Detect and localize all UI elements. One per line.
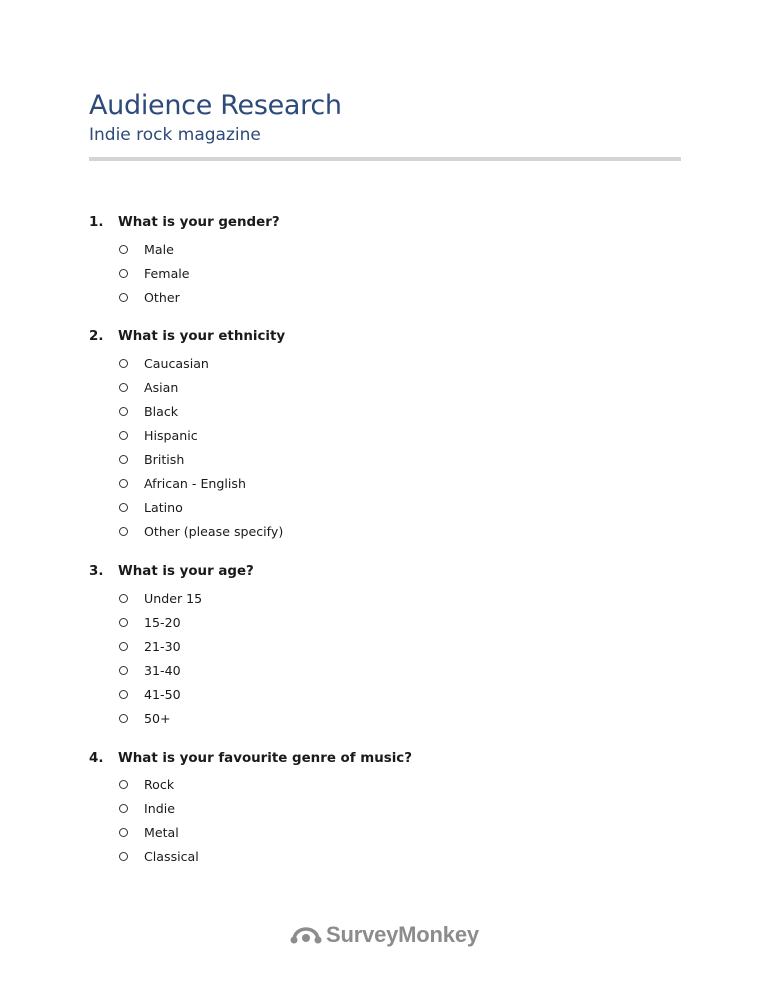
question-text: What is your age? — [118, 564, 254, 580]
option-other[interactable] — [118, 285, 689, 309]
option-label: Other — [144, 289, 180, 305]
option-label: Latino — [144, 500, 183, 516]
option-15-20[interactable] — [118, 610, 689, 634]
option-50-plus[interactable] — [118, 707, 689, 731]
question-text: What is your ethnicity — [118, 329, 286, 345]
option-other-specify[interactable] — [118, 520, 689, 544]
radio-button-icon[interactable] — [119, 503, 128, 512]
surveymonkey-logo-icon — [290, 924, 322, 946]
option-label: Female — [144, 265, 190, 281]
survey-header — [89, 88, 681, 146]
footer-brand-name: SurveyMonkey — [326, 922, 479, 947]
question-3 — [89, 561, 689, 731]
question-heading — [89, 561, 689, 583]
option-female[interactable] — [118, 261, 689, 285]
option-label: 21-30 — [144, 638, 181, 654]
radio-button-icon[interactable] — [119, 804, 128, 813]
option-label: Classical — [144, 849, 199, 865]
radio-button-icon[interactable] — [119, 359, 128, 368]
radio-button-icon[interactable] — [119, 455, 128, 464]
option-label: Asian — [144, 379, 179, 395]
option-label: Under 15 — [144, 590, 203, 606]
question-2 — [89, 326, 689, 544]
option-british[interactable] — [118, 448, 689, 472]
option-african-english[interactable] — [118, 472, 689, 496]
question-text: What is your gender? — [118, 215, 280, 230]
question-number: 2. — [89, 329, 104, 345]
option-21-30[interactable] — [118, 634, 689, 658]
option-label: Metal — [144, 825, 179, 841]
radio-button-icon[interactable] — [119, 431, 128, 440]
option-asian[interactable] — [118, 375, 689, 399]
option-under-15[interactable] — [118, 586, 689, 610]
radio-button-icon[interactable] — [119, 383, 128, 392]
radio-button-icon[interactable] — [119, 690, 128, 699]
option-list — [118, 586, 689, 731]
option-41-50[interactable] — [118, 682, 689, 706]
option-label: 31-40 — [144, 662, 181, 678]
radio-button-icon[interactable] — [119, 245, 128, 254]
question-1 — [89, 212, 689, 309]
radio-button-icon[interactable] — [119, 269, 128, 278]
option-black[interactable] — [118, 399, 689, 423]
option-label: 41-50 — [144, 686, 181, 702]
radio-button-icon[interactable] — [119, 479, 128, 488]
option-label: Indie — [144, 801, 175, 817]
option-label: Hispanic — [144, 428, 198, 444]
option-label: Black — [144, 404, 179, 420]
question-heading — [89, 326, 689, 348]
question-number: 1. — [89, 215, 104, 230]
option-label: 15-20 — [144, 614, 181, 630]
option-male[interactable] — [118, 237, 689, 261]
option-label: 50+ — [144, 711, 171, 727]
radio-button-icon[interactable] — [119, 618, 128, 627]
option-label: Male — [144, 241, 174, 257]
option-label: Caucasian — [144, 355, 209, 371]
option-list — [118, 773, 689, 869]
option-classical[interactable] — [118, 845, 689, 869]
question-heading — [89, 212, 689, 234]
question-list — [89, 212, 689, 886]
question-4 — [89, 748, 689, 869]
option-label: African - English — [144, 476, 246, 492]
option-metal[interactable] — [118, 821, 689, 845]
question-heading — [89, 748, 689, 770]
radio-button-icon[interactable] — [119, 852, 128, 861]
option-rock[interactable] — [118, 773, 689, 797]
footer-brand — [290, 922, 479, 948]
option-list — [118, 351, 689, 544]
option-label: Other (please specify) — [144, 524, 284, 540]
option-list — [118, 237, 689, 309]
radio-button-icon[interactable] — [119, 642, 128, 651]
question-number: 4. — [89, 750, 104, 766]
option-caucasian[interactable] — [118, 351, 689, 375]
page-title: Audience Research — [89, 90, 342, 121]
question-number: 3. — [89, 564, 104, 580]
page-subtitle: Indie rock magazine — [89, 125, 261, 145]
radio-button-icon[interactable] — [119, 293, 128, 302]
option-indie[interactable] — [118, 797, 689, 821]
option-hispanic[interactable] — [118, 424, 689, 448]
option-label: British — [144, 452, 185, 468]
option-label: Rock — [144, 777, 175, 793]
header-divider — [89, 157, 681, 161]
radio-button-icon[interactable] — [119, 407, 128, 416]
option-31-40[interactable] — [118, 658, 689, 682]
radio-button-icon[interactable] — [119, 714, 128, 723]
radio-button-icon[interactable] — [119, 780, 128, 789]
radio-button-icon[interactable] — [119, 527, 128, 536]
radio-button-icon[interactable] — [119, 666, 128, 675]
radio-button-icon[interactable] — [119, 828, 128, 837]
radio-button-icon[interactable] — [119, 594, 128, 603]
question-text: What is your favourite genre of music? — [118, 750, 412, 766]
option-latino[interactable] — [118, 496, 689, 520]
